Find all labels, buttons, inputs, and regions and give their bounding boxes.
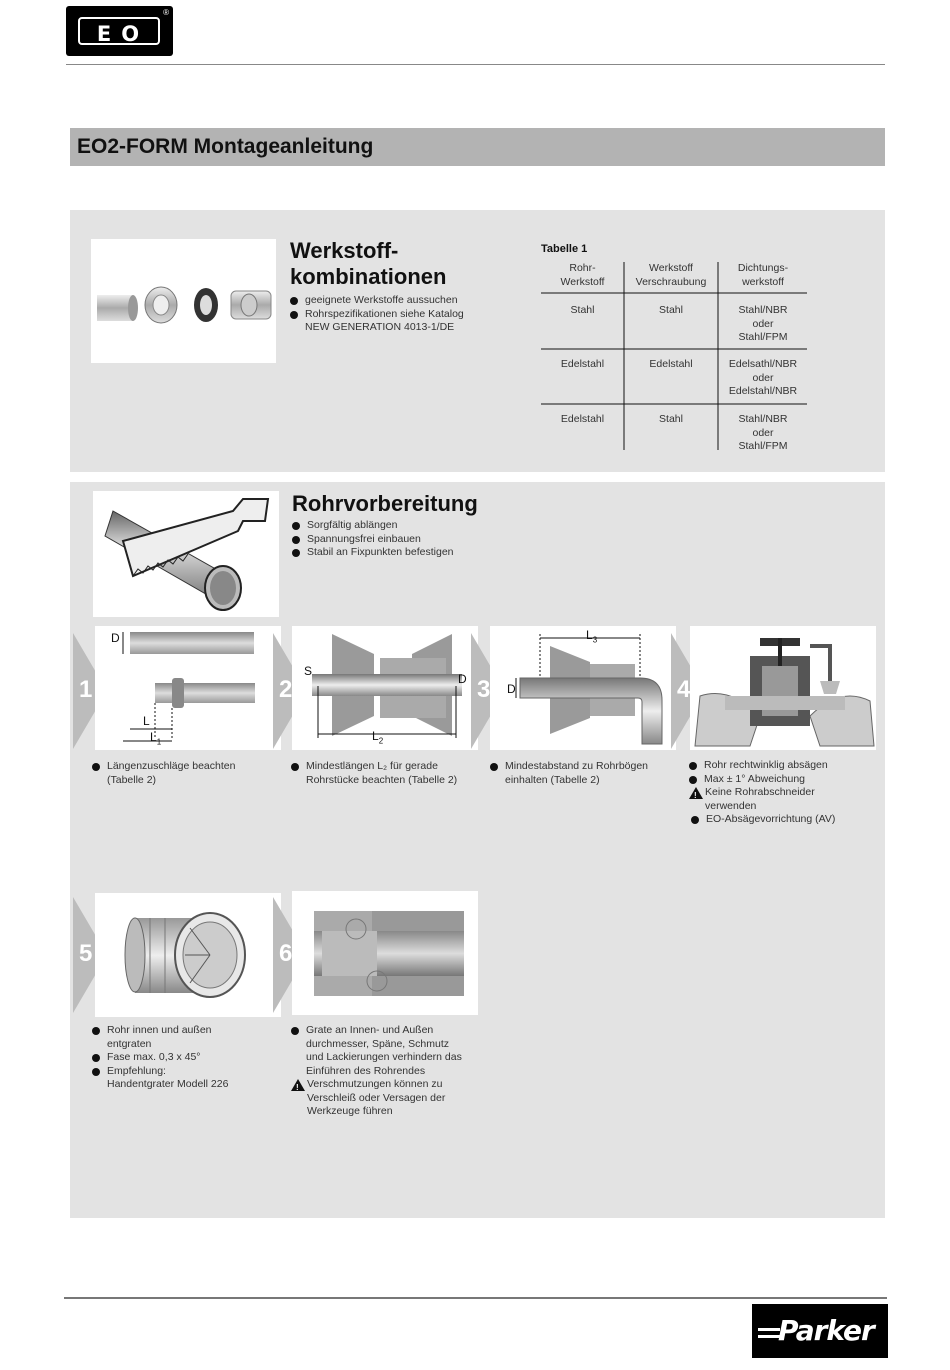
logo-stripe: [758, 1335, 780, 1338]
footer-rule: [64, 1297, 887, 1299]
step2-diagram: [292, 626, 478, 750]
table1-cell: Edelstahl: [649, 358, 693, 370]
step-bullet: Grate an Innen- und Außen durchmesser, Späne, Schmutz und Lackierungen verhindern das Einführen des Rohrendes: [291, 1024, 486, 1078]
table1-caption: Tabelle 1: [541, 243, 588, 255]
parker-logo-text: Parker: [778, 1314, 874, 1347]
dim-label-letter: L: [586, 628, 593, 642]
dim-label-d: D: [111, 631, 120, 645]
logo-stripe: [758, 1328, 780, 1331]
werkstoff-bullet: geeignete Werkstoffe aussuchen: [290, 294, 530, 308]
werkstoff-title: Werkstoff- kombinationen: [290, 238, 447, 289]
rohr-bullet: Spannungsfrei einbauen: [292, 533, 572, 547]
parker-logo: [752, 1304, 888, 1358]
dim-label-l: L: [143, 714, 150, 728]
dim-label-sub: 1: [156, 737, 162, 747]
step-number: 1: [79, 676, 93, 703]
step-bullet: Keine Rohrabschneider verwenden: [705, 786, 815, 812]
step-bullet: Längenzuschläge beachten (Tabelle 2): [92, 760, 282, 787]
werkstoff-bullet: Rohrspezifikationen siehe Katalog NEW GENERATION 4013-1/DE: [290, 308, 530, 335]
saw-photo: [93, 491, 279, 617]
section-title-bar: [70, 128, 885, 166]
step5-photo: [95, 893, 281, 1017]
step-bullet: Empfehlung: Handentgrater Modell 226: [92, 1065, 282, 1092]
step1-diagram: [95, 626, 281, 750]
dim-label-sub: 3: [592, 635, 598, 645]
step-warning: [689, 786, 884, 813]
dim-label-l3: [586, 628, 597, 644]
table1-cell: Stahl: [659, 413, 683, 425]
dim-label-l1: [150, 730, 161, 746]
step-number: 4: [677, 676, 691, 703]
step-number: 2: [279, 676, 293, 703]
step-bullet: Mindestabstand zu Rohrbögen einhalten (Tabelle 2): [490, 760, 680, 787]
table1-header: Werkstoff Verschraubung: [635, 262, 707, 288]
step-bullet: Max ± 1° Abweichung: [689, 773, 884, 787]
fittings-photo: [91, 239, 276, 363]
dim-label-s: S: [304, 664, 313, 678]
step1-bullets: [92, 760, 282, 787]
step-bullet: Rohr rechtwinklig absägen: [689, 759, 884, 773]
rohr-bullet: Stabil an Fixpunkten befestigen: [292, 546, 572, 560]
step-number: 6: [279, 940, 293, 967]
table1-cell: Stahl/NBR oder Stahl/FPM: [738, 413, 788, 452]
warning-icon: [291, 1079, 305, 1091]
werkstoff-text: [290, 238, 530, 335]
registered-mark: ®: [163, 8, 169, 17]
step-bullet: Mindestlängen L₂ für gerade Rohrstücke beachten (Tabelle 2): [291, 760, 486, 787]
table1-header: Rohr- Werkstoff: [560, 262, 605, 288]
dim-label-letter: L: [372, 729, 379, 743]
warning-icon: [689, 787, 703, 799]
header-rule: [66, 64, 885, 65]
step6-diagram: [292, 891, 478, 1015]
table1-cell: Stahl: [659, 304, 683, 316]
table1-cell: Edelstahl: [560, 413, 605, 425]
step-number: 3: [477, 676, 491, 703]
dim-label-d: D: [507, 682, 516, 696]
rohr-title: Rohrvorbereitung: [292, 491, 478, 516]
eo-logo: [66, 6, 173, 56]
dim-label-sub: 2: [378, 736, 384, 746]
step5-bullets: [92, 1024, 282, 1092]
section-title: EO2-FORM Montageanleitung: [77, 135, 374, 158]
step3-diagram: [490, 626, 676, 750]
step-number: 5: [79, 940, 93, 967]
step-bullet: Rohr innen und außen entgraten: [92, 1024, 282, 1051]
rohr-text: [292, 491, 572, 560]
table1-cell: Stahl/NBR oder Stahl/FPM: [738, 304, 788, 343]
eo-logo-text: EO: [96, 22, 150, 46]
step-bullet: EO-Absägevorrichtung (AV): [691, 813, 884, 827]
table1-header: Dichtungs- werkstoff: [737, 262, 789, 288]
step-bullet: Verschmutzungen können zu Verschleiß oder Versagen der Werkzeuge führen: [307, 1078, 446, 1117]
dim-label-letter: L: [150, 730, 157, 744]
table1-cell: Stahl: [570, 304, 595, 316]
step6-bullets: [291, 1024, 486, 1119]
dim-label-d: D: [458, 672, 467, 686]
table1-cell: Edelsathl/NBR oder Edelstahl/NBR: [728, 358, 798, 397]
rohr-bullet: Sorgfältig ablängen: [292, 519, 572, 533]
step-warning: [291, 1078, 486, 1119]
step2-bullets: [291, 760, 486, 787]
step-bullet: Fase max. 0,3 x 45°: [92, 1051, 282, 1065]
step4-bullets: [689, 759, 884, 827]
table1-cell: Edelstahl: [560, 358, 605, 370]
dim-label-l2: [372, 729, 383, 745]
step4-photo: [690, 626, 876, 750]
step3-bullets: [490, 760, 680, 787]
